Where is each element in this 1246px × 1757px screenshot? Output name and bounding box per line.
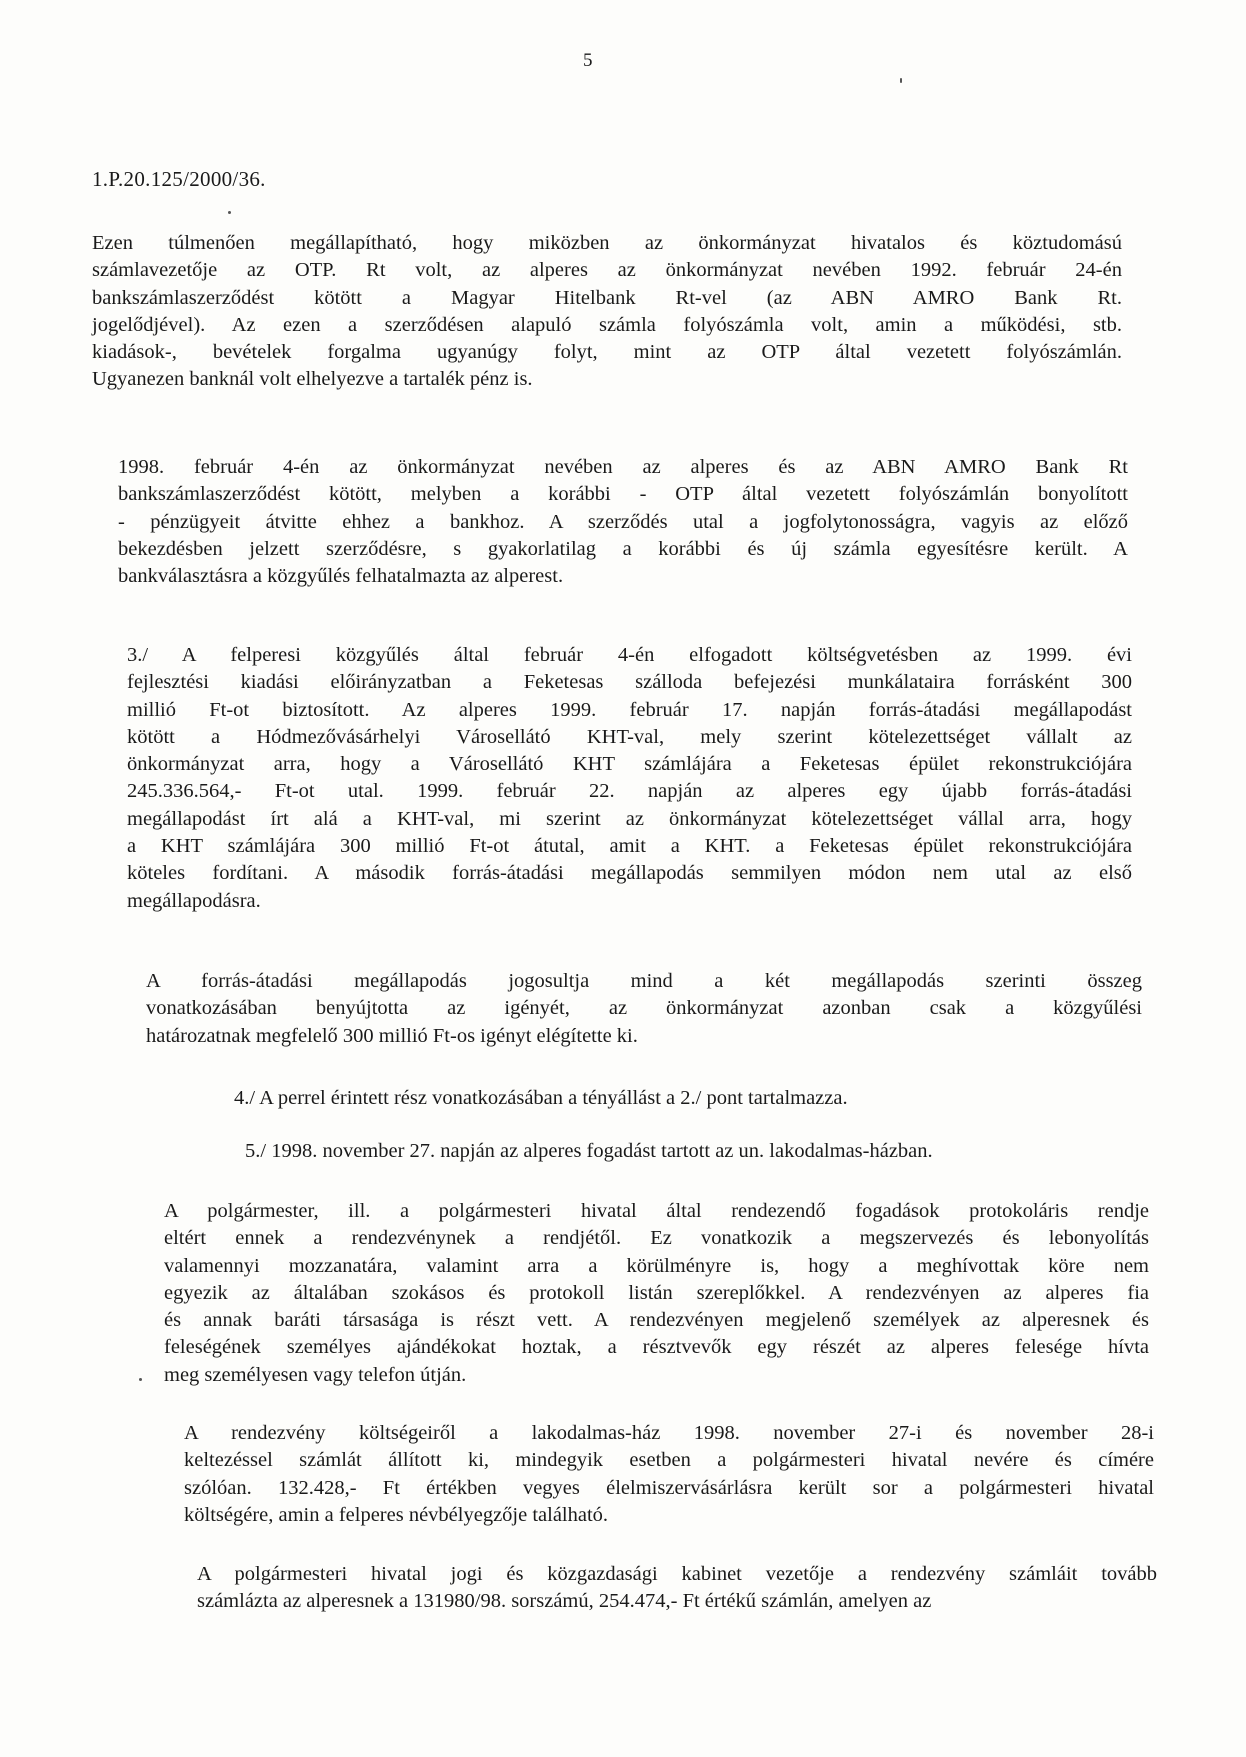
text-line: megállapodást írt alá a KHT-val, mi szerint az önkormányzat kötelezettséget vállal arra, hogy	[127, 807, 1132, 830]
paragraph-reception-protocol	[164, 1198, 1149, 1389]
text-line: fejlesztési kiadási előirányzatban a Feketesas szálloda befejezési munkálataira forrásként 300	[127, 671, 1132, 694]
text-line: 5./ 1998. november 27. napján az alperes fogadást tartott az un. lakodalmas-házban.	[245, 1140, 933, 1162]
text-line: költségére, amin a felperes névbélyegzője található.	[184, 1503, 609, 1526]
paragraph-claim	[146, 968, 1142, 1050]
text-line: 3./ A felperesi közgyűlés által február 4-én elfogadott költségvetésben az 1999. évi	[127, 644, 1132, 666]
paragraph-point-4	[234, 1085, 1134, 1112]
text-line: eltért ennek a rendezvénynek a rendjétől. Ez vonatkozik a megszervezés és lebonyolítás	[164, 1227, 1149, 1250]
text-line: valamennyi mozzanatára, valamint arra a körülményre is, hogy a meghívottak köre nem	[164, 1254, 1149, 1277]
text-line: A polgármesteri hivatal jogi és közgazdasági kabinet vezetője a rendezvény számláit tovább	[197, 1563, 1157, 1585]
text-line: bankválasztásra a közgyűlés felhatalmazta az alperest.	[118, 565, 564, 588]
text-line: feleségének személyes ajándékokat hoztak, a résztvevők egy részét az alperes felesége hívta	[164, 1336, 1149, 1359]
text-line: bankszámlaszerződést kötött a Magyar Hitelbank Rt-vel (az ABN AMRO Bank Rt.	[92, 286, 1122, 309]
text-line: a KHT számlájára 300 millió Ft-ot átutal, amit a KHT. a Feketesas épület rekonstrukciójára	[127, 835, 1132, 858]
text-line: vonatkozásában benyújtotta az igényét, az önkormányzat azonban csak a közgyűlési	[146, 997, 1142, 1020]
scan-speck	[900, 78, 902, 83]
text-line: és annak baráti társasága is részt vett. A rendezvényen megjelenő személyek az alperesnek és	[164, 1309, 1149, 1332]
paragraph-point-5	[245, 1138, 1145, 1165]
text-line: keltezéssel számlát állított ki, mindegyik esetben a polgármesteri hivatal nevére és címére	[184, 1449, 1154, 1472]
text-line: megállapodásra.	[127, 889, 261, 912]
text-line: jogelődjével). Az ezen a szerződésen alapuló számla folyószámla volt, amin a működési, stb.	[92, 313, 1122, 336]
text-line: A polgármester, ill. a polgármesteri hivatal által rendezendő fogadások protokoláris rendje	[164, 1200, 1149, 1222]
text-line: 4./ A perrel érintett rész vonatkozásában a tényállást a 2./ pont tartalmazza.	[234, 1087, 848, 1109]
paragraph-bank-account-1992	[92, 230, 1122, 394]
text-line: önkormányzat arra, hogy a Városellátó KHT számlájára a Feketesas épület rekonstrukciójára	[127, 753, 1132, 776]
text-line: 245.336.564,- Ft-ot utal. 1999. február 22. napján az alperes egy újabb forrás-átadási	[127, 780, 1132, 803]
page-number: 5	[583, 50, 593, 71]
text-line: 1998. február 4-én az önkormányzat nevében az alperes és az ABN AMRO Bank Rt	[118, 456, 1128, 478]
text-line: számlavezetője az OTP. Rt volt, az alperes az önkormányzat nevében 1992. február 24-én	[92, 259, 1122, 282]
paragraph-reception-costs	[184, 1420, 1154, 1529]
text-line: kötött a Hódmezővásárhelyi Városellátó KHT-val, mely szerint kötelezettséget vállalt az	[127, 725, 1132, 748]
text-line: köteles fordítani. A második forrás-átadási megállapodás semmilyen módon nem utal az első	[127, 862, 1132, 885]
paragraph-invoice	[197, 1561, 1157, 1616]
text-line: határozatnak megfelelő 300 millió Ft-os igényt elégítette ki.	[146, 1024, 638, 1047]
text-line: számlázta az alperesnek a 131980/98. sorszámú, 254.474,- Ft értékű számlán, amelyen az	[197, 1590, 932, 1613]
text-line: A rendezvény költségeiről a lakodalmas-ház 1998. november 27-i és november 28-i	[184, 1422, 1154, 1444]
text-line: egyezik az általában szokásos és protokoll listán szereplőkkel. A rendezvényen az alperes fia	[164, 1281, 1149, 1304]
text-line: - pénzügyeit átvitte ehhez a bankhoz. A szerződés utal a jogfolytonosságra, vagyis az előző	[118, 510, 1128, 533]
text-line: Ezen túlmenően megállapítható, hogy miközben az önkormányzat hivatalos és köztudomású	[92, 232, 1122, 254]
text-line: kiadások-, bevételek forgalma ugyanúgy folyt, mint az OTP által vezetett folyószámlán.	[92, 341, 1122, 364]
scan-speck	[139, 1378, 142, 1381]
text-line: bankszámlaszerződést kötött, melyben a korábbi - OTP által vezetett folyószámlán bonyolított	[118, 483, 1128, 506]
paragraph-point-3-budget	[127, 642, 1132, 915]
text-line: millió Ft-ot biztosított. Az alperes 1999. február 17. napján forrás-átadási megállapodást	[127, 698, 1132, 721]
paragraph-bank-contract-1998	[118, 454, 1128, 590]
scan-speck	[228, 211, 231, 214]
text-line: bekezdésben jelzett szerződésre, s gyakorlatilag a korábbi és új számla egyesítésre került. A	[118, 537, 1128, 560]
case-reference: 1.P.20.125/2000/36.	[92, 167, 266, 191]
text-line: A forrás-átadási megállapodás jogosultja mind a két megállapodás szerinti összeg	[146, 970, 1142, 992]
text-line: meg személyesen vagy telefon útján.	[164, 1363, 467, 1386]
text-line: szólóan. 132.428,- Ft értékben vegyes élelmiszervásárlásra került sor a polgármesteri hivatal	[184, 1476, 1154, 1499]
text-line: Ugyanezen banknál volt elhelyezve a tartalék pénz is.	[92, 368, 533, 391]
